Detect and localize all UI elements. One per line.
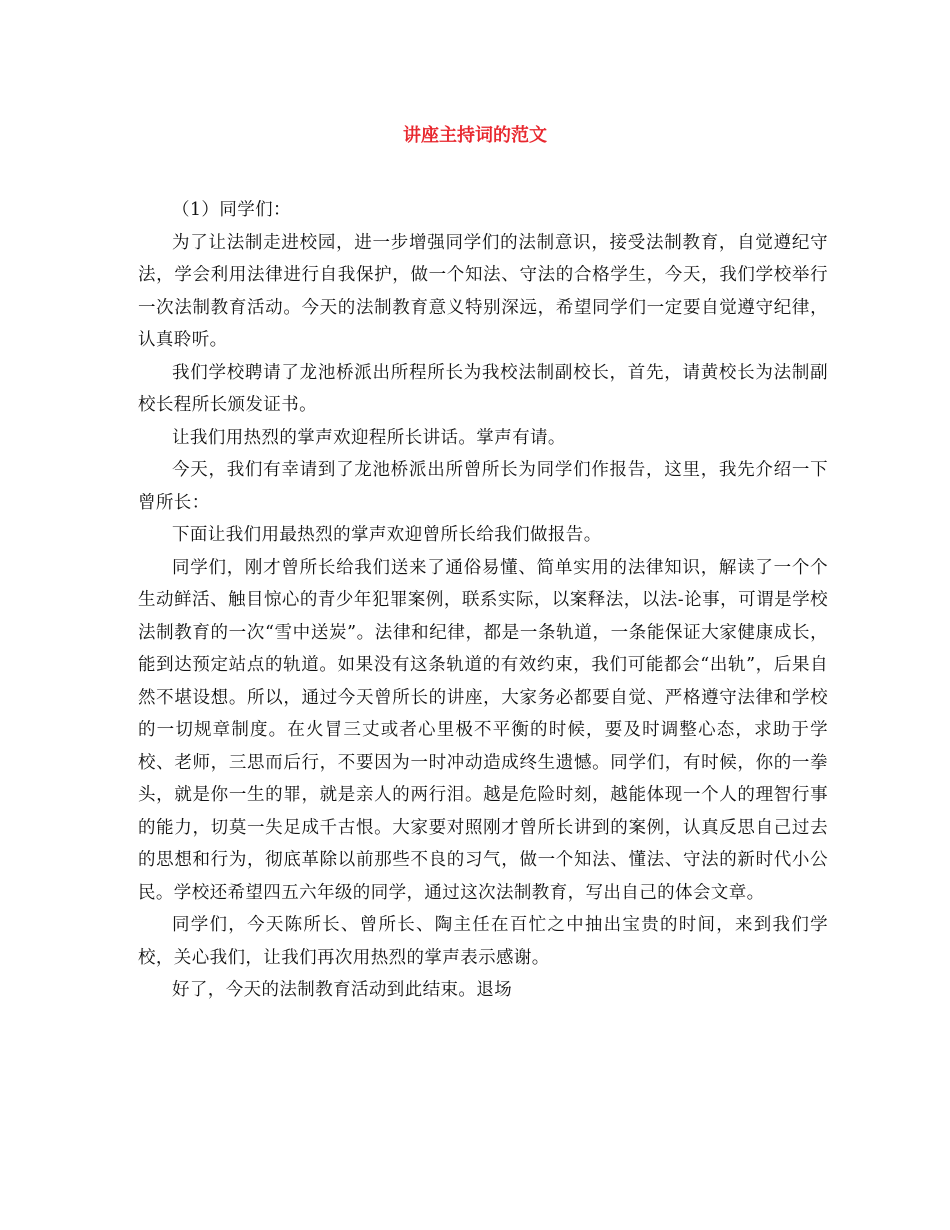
- paragraph-9: 好了，今天的法制教育活动到此结束。退场: [172, 980, 513, 1000]
- paragraph-3: 我们学校聘请了龙池桥派出所程所长为我校法制副校长，首先，请黄校长为法制副校长程所长颁发证书。: [138, 362, 828, 415]
- paragraph-8: 同学们，今天陈所长、曾所长、陶主任在百忙之中抽出宝贵的时间，来到我们学校，关心我们，让我们再次用热烈的掌声表示感谢。: [138, 915, 828, 968]
- paragraph-5: 今天，我们有幸请到了龙池桥派出所曾所长为同学们作报告，这里，我先介绍一下曾所长：: [138, 460, 828, 513]
- paragraph-7: 同学们，刚才曾所长给我们送来了通俗易懂、简单实用的法律知识，解读了一个个生动鲜活、触目惊心的青少年犯罪案例，联系实际，以案释法，以法-论事，可谓是学校法制教育的一次“雪中送炭”。法律和纪律，都是一条轨道，一条能保证大家健康成长，能到达预定站点的轨道。如果没有这条轨道的有效约束，我们可能都会“出轨”，后果自然不堪设想。所以，通过今天曾所长的讲座，大家务必都要自觉、严格遵守法律和学校的一切规章制度。在火冒三丈或者心里极不平衡的时候，要及时调整心态，求助于学校、老师，三思而后行，不要因为一时冲动造成终生遗憾。同学们，有时候，你的一拳头，就是你一生的罪，就是亲人的两行泪。越是危险时刻，越能体现一个人的理智行事的能力，切莫一失足成千古恨。大家要对照刚才曾所长讲到的案例，认真反思自己过去的思想和行为，彻底革除以前那些不良的习气，做一个知法、懂法、守法的新时代小公民。学校还希望四五六年级的同学，通过这次法制教育，写出自己的体会文章。: [138, 557, 828, 903]
- paragraph-4: 让我们用热烈的掌声欢迎程所长讲话。掌声有请。: [172, 427, 566, 448]
- document-title: 讲座主持词的范文: [403, 125, 547, 146]
- paragraph-1: （1）同学们：: [172, 200, 291, 220]
- document-body: [138, 194, 828, 1007]
- paragraph-6: 下面让我们用最热烈的掌声欢迎曾所长给我们做报告。: [172, 525, 602, 545]
- paragraph-2: 为了让法制走进校园，进一步增强同学们的法制意识，接受法制教育，自觉遵纪守法，学会利用法律进行自我保护，做一个知法、守法的合格学生，今天，我们学校举行一次法制教育活动。今天的法制教育意义特别深远，希望同学们一定要自觉遵守纪律，认真聆听。: [138, 232, 828, 350]
